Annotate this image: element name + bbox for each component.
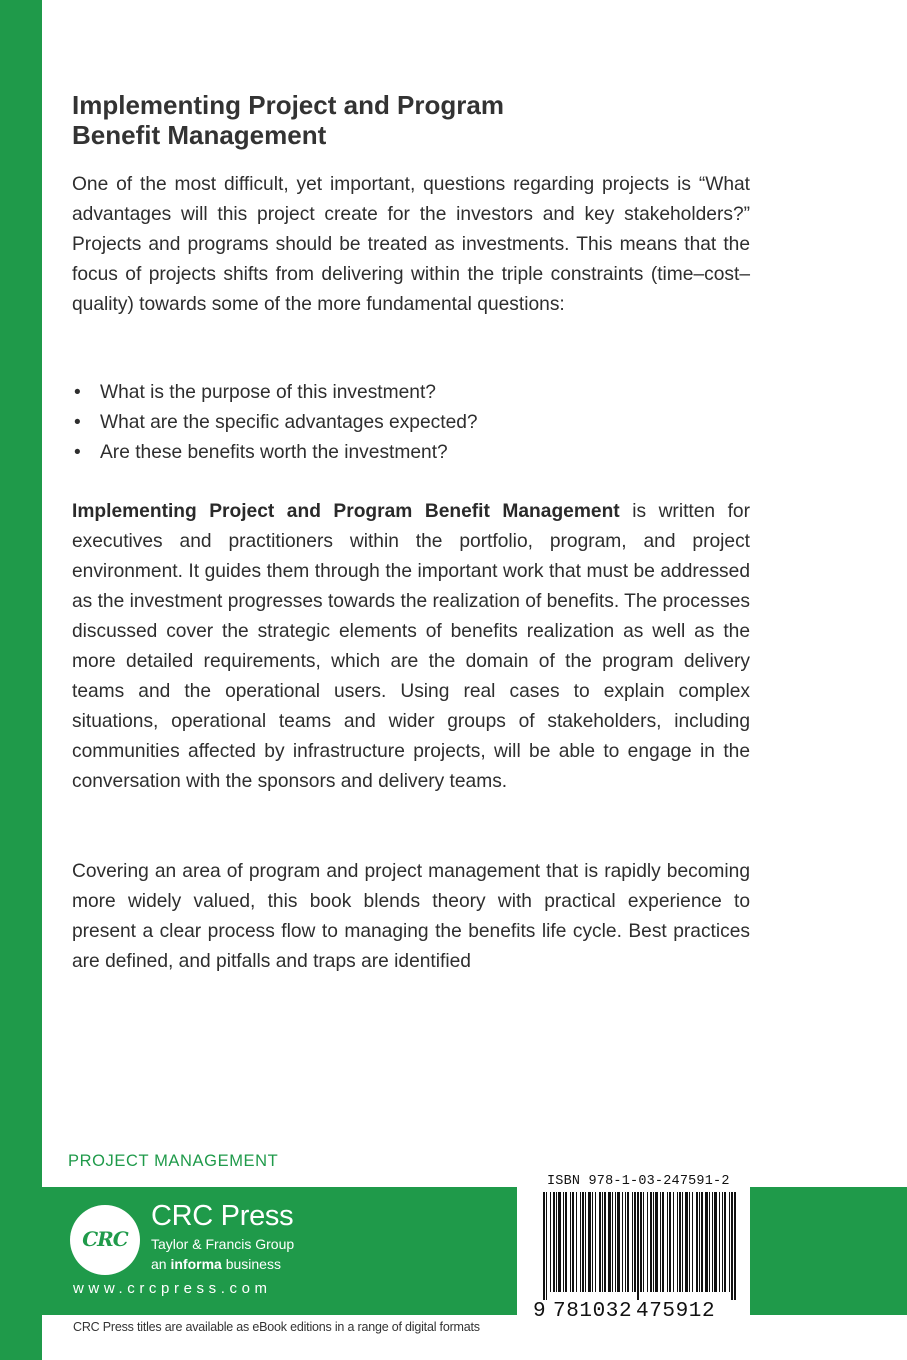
barcode-bar: [617, 1192, 620, 1292]
barcode-bar: [662, 1192, 664, 1292]
barcode-bar: [685, 1192, 688, 1292]
barcode-bar: [576, 1192, 577, 1292]
description-book-title: Implementing Project and Program Benefit Management: [72, 501, 620, 522]
list-item: • Are these benefits worth the investment?: [72, 438, 752, 468]
barcode-bar: [615, 1192, 616, 1292]
barcode-bar: [602, 1192, 603, 1292]
barcode-bar: [731, 1192, 733, 1300]
barcode-bar: [667, 1192, 668, 1292]
barcode-bar: [724, 1192, 726, 1292]
barcode-bar: [653, 1192, 654, 1292]
barcode-bar: [650, 1192, 652, 1292]
barcode-bar: [570, 1192, 571, 1292]
barcode-bar: [592, 1192, 593, 1292]
bullet-dot-icon: •: [74, 412, 81, 433]
barcode-bar: [572, 1192, 574, 1292]
barcode-bar: [585, 1192, 586, 1292]
barcode-bar: [634, 1192, 636, 1292]
barcode-digits-right: 475912: [636, 1300, 716, 1323]
barcode-bar: [565, 1192, 567, 1292]
category-label: PROJECT MANAGEMENT: [68, 1152, 279, 1170]
publisher-business: an informa business: [151, 1256, 281, 1272]
barcode-bar: [679, 1192, 681, 1292]
barcode-bar: [689, 1192, 690, 1292]
barcode: [537, 1192, 742, 1302]
publisher-url: www.crcpress.com: [73, 1280, 272, 1297]
question-list: [72, 378, 752, 468]
description-paragraph: [72, 497, 750, 797]
barcode-bar: [588, 1192, 591, 1292]
barcode-bar: [729, 1192, 730, 1292]
book-title-line-1: Implementing Project and Program: [72, 90, 504, 120]
barcode-bar: [612, 1192, 613, 1292]
publisher-name: CRC Press: [151, 1200, 294, 1232]
book-title: [72, 90, 772, 150]
barcode-bar: [647, 1192, 648, 1292]
barcode-bar: [550, 1192, 551, 1292]
barcode-bar: [556, 1192, 557, 1292]
ebook-note: CRC Press titles are available as eBook editions in a range of digital formats: [73, 1320, 480, 1334]
barcode-bar: [660, 1192, 661, 1292]
closing-paragraph: Covering an area of program and project management that is rapidly becoming more widely valued, this book blends theory with practical experience to present a clear process flow to managing the benefits life cycle. Best practices are defined, and pitfalls and traps are identified: [72, 861, 750, 972]
barcode-bar: [604, 1192, 606, 1292]
isbn-label: ISBN 978-1-03-247591-2: [547, 1174, 730, 1189]
barcode-bar: [580, 1192, 581, 1292]
crc-logo-mark: CRC: [82, 1227, 128, 1251]
bullet-dot-icon: •: [74, 382, 81, 403]
barcode-bar: [625, 1192, 626, 1292]
barcode-bar: [655, 1192, 658, 1292]
barcode-bar: [563, 1192, 564, 1292]
publisher-band-right: [750, 1187, 907, 1315]
list-item: • What is the purpose of this investment?: [72, 378, 752, 408]
barcode-bar: [719, 1192, 720, 1292]
barcode-bar: [599, 1192, 601, 1292]
barcode-bar: [582, 1192, 584, 1292]
barcode-bar: [712, 1192, 713, 1292]
barcode-bar: [669, 1192, 671, 1292]
barcode-bar: [558, 1192, 561, 1292]
bullet-dot-icon: •: [74, 442, 81, 463]
barcode-bar: [722, 1192, 723, 1292]
barcode-bar: [692, 1192, 693, 1292]
book-title-line-2: Benefit Management: [72, 120, 327, 150]
barcode-bar: [637, 1192, 639, 1300]
barcode-bar: [632, 1192, 633, 1292]
barcode-bar: [734, 1192, 736, 1300]
intro-paragraph: One of the most difficult, yet important, questions regarding projects is “What advantages will this project create for the investors and key stakeholders?” Projects and programs should be treated as investments. This means that the focus of projects shifts from delivering within the triple constraints (time–cost–quality) towards some of the more fundamental questions:: [72, 174, 750, 315]
barcode-bar: [696, 1192, 698, 1292]
barcode-bar: [622, 1192, 623, 1292]
barcode-bar: [682, 1192, 683, 1292]
barcode-bar: [595, 1192, 596, 1292]
publisher-group: Taylor & Francis Group: [151, 1236, 295, 1252]
barcode-bar: [673, 1192, 674, 1292]
left-spine-bar: [0, 0, 42, 1360]
barcode-bar: [553, 1192, 555, 1292]
barcode-bar: [705, 1192, 708, 1292]
barcode-bar: [677, 1192, 678, 1292]
barcode-bar: [546, 1192, 547, 1300]
barcode-digit-first: 9: [533, 1300, 546, 1323]
barcode-bar: [640, 1192, 642, 1292]
barcode-bar: [709, 1192, 710, 1292]
barcode-digits-left: 781032: [553, 1300, 633, 1323]
barcode-bar: [714, 1192, 717, 1292]
description-text: is written for executives and practitioners within the portfolio, program, and project environment. It guides them through the important work that must be addressed as the investment progresses towards the realization of benefits. The processes discussed cover the strategic elements of benefits realization as well as the more detailed requirements, which are the domain of the program delivery teams and the operational users. Using real cases to explain complex situations, operational teams and wider groups of stakeholders, including communities affected by infrastructure projects, will be able to engage in the conversation with the sponsors and delivery teams.: [72, 501, 750, 792]
barcode-bar: [699, 1192, 700, 1292]
barcode-bar: [627, 1192, 629, 1292]
list-item: • What are the specific advantages expected?: [72, 408, 752, 438]
barcode-bar: [543, 1192, 545, 1300]
barcode-bar: [643, 1192, 644, 1292]
crc-logo: [70, 1205, 140, 1275]
barcode-bar: [701, 1192, 703, 1292]
barcode-bar: [608, 1192, 611, 1292]
